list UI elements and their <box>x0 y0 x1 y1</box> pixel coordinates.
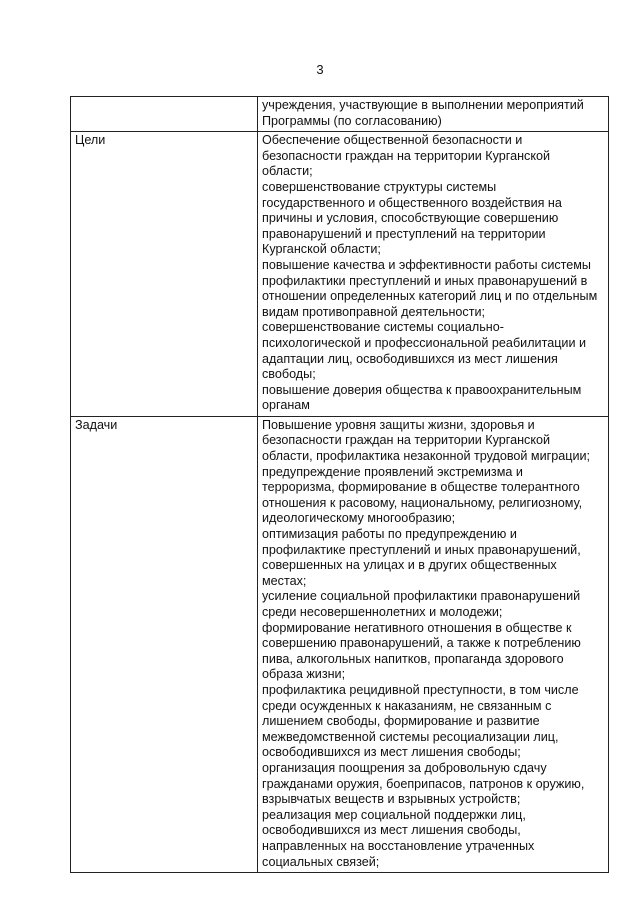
text-line: профилактика рецидивной преступности, в том числе <box>262 682 579 697</box>
text-line: реализация мер социальной поддержки лиц, <box>262 807 526 822</box>
text-line: причины и условия, способствующие совершению <box>262 211 559 226</box>
text-line: гражданами оружия, боеприпасов, патронов к оружию, <box>262 776 585 791</box>
text-line: пива, алкогольных напитков, пропаганда здорового <box>262 651 564 666</box>
text-line: отношения к расовому, национальному, религиозному, <box>262 495 583 510</box>
text-line: правонарушений и преступлений на территории <box>262 226 546 241</box>
text-line: Повышение уровня защиты жизни, здоровья и <box>262 417 535 432</box>
text-line: усиление социальной профилактики правонарушений <box>262 589 581 604</box>
text-line: взрывчатых веществ и взрывных устройств; <box>262 792 521 807</box>
text-line: адаптации лиц, освободившихся из мест лишения <box>262 351 558 366</box>
text-line: идеологическому многообразию; <box>262 511 456 526</box>
text-line: освободившихся из мест лишения свободы, <box>262 823 521 838</box>
text-line: организация поощрения за добровольную сдачу <box>262 760 547 775</box>
text-line: органам <box>262 398 310 413</box>
row-content <box>258 97 609 132</box>
text-line: местах; <box>262 573 307 588</box>
text-line: межведомственной системы ресоциализации лиц, <box>262 729 559 744</box>
row-label-tasks: Задачи <box>71 416 258 872</box>
text-line: Обеспечение общественной безопасности и <box>262 133 523 148</box>
text-line: социальных связей; <box>262 854 380 869</box>
text-line: свободы; <box>262 367 316 382</box>
text-line: терроризма, формирование в обществе толерантного <box>262 480 580 495</box>
text-line: видам противоправной деятельности; <box>262 304 486 319</box>
text-line: оптимизация работы по предупреждению и <box>262 527 517 542</box>
text-line: направленных на восстановление утраченных <box>262 838 535 853</box>
text-line: психологической и профессиональной реабилитации и <box>262 335 587 350</box>
text-line: отношении определенных категорий лиц и по отдельным <box>262 289 598 304</box>
text-line: совершенствование системы социально- <box>262 320 504 335</box>
text-line: безопасности граждан на территории Курганской <box>262 148 551 163</box>
table-row-goals <box>71 132 609 417</box>
text-line: области; <box>262 164 313 179</box>
text-line: безопасности граждан на территории Курганской <box>262 433 551 448</box>
text-line: совершенствование структуры системы <box>262 179 497 194</box>
text-line: формирование негативного отношения в обществе к <box>262 620 572 635</box>
text-line: области, профилактика незаконной трудовой миграции; <box>262 449 591 464</box>
text-line: повышение качества и эффективности работы системы <box>262 257 591 272</box>
text-line: лишением свободы, формирование и развитие <box>262 714 540 729</box>
text-line: среди осужденных к наказаниям, не связанным с <box>262 698 552 713</box>
row-content-goals <box>258 132 609 417</box>
text-line: совершению правонарушений, а также к потреблению <box>262 636 581 651</box>
text-line: профилактике преступлений и иных правонарушений, <box>262 542 581 557</box>
text-line: предупреждение проявлений экстремизма и <box>262 464 523 479</box>
text-line: Курганской области; <box>262 242 381 257</box>
text-line: Программы (по согласованию) <box>262 113 442 128</box>
page-number: 3 <box>316 62 324 77</box>
text-line: государственного и общественного воздействия на <box>262 195 562 210</box>
text-line: образа жизни; <box>262 667 346 682</box>
program-passport-table <box>70 96 609 873</box>
text-line: среди несовершеннолетних и молодежи; <box>262 605 503 619</box>
text-line: профилактики преступлений и иных правонарушений в <box>262 273 588 288</box>
text-line: освободившихся из мест лишения свободы; <box>262 745 521 760</box>
text-line: учреждения, участвующие в выполнении мероприятий <box>262 98 584 112</box>
row-content-tasks <box>258 416 609 872</box>
text-line: повышение доверия общества к правоохранительным <box>262 382 582 397</box>
row-label <box>71 97 258 132</box>
table-row-tasks <box>71 416 609 872</box>
row-label-goals: Цели <box>71 132 258 417</box>
text-line: совершенных на улицах и в других общественных <box>262 558 557 573</box>
table-row-continuation <box>71 97 609 132</box>
